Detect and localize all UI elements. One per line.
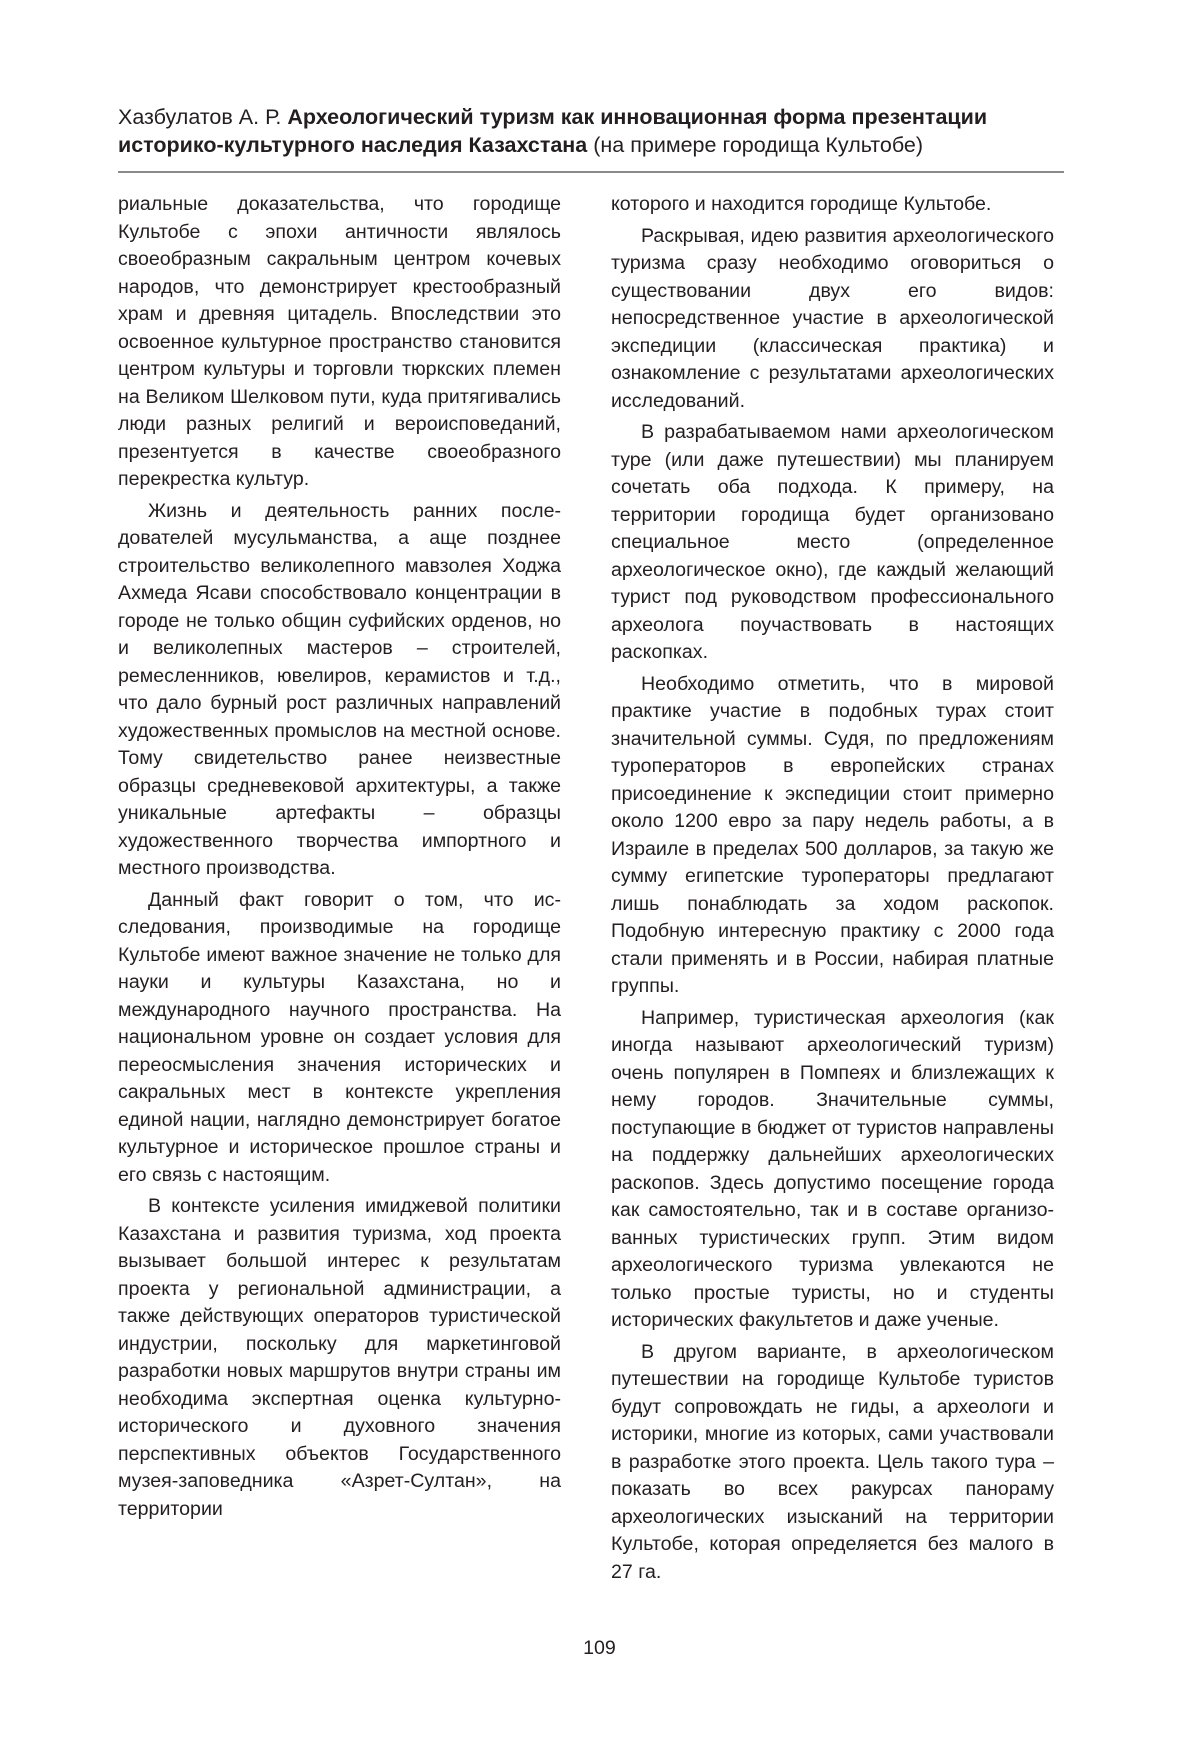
header-authors: Хазбулатов А. Р. (118, 105, 282, 129)
paragraph: Раскрывая, идею развития археологического туризма сразу необходимо оговориться о существовании двух его видов: непосредственное участие в археологической экспедиции (классическая практика) и ознакомление с результатами археологических исследований. (611, 224, 1054, 412)
right-column (611, 191, 1054, 1590)
left-column (118, 191, 561, 1527)
paragraph: В контексте усиления имиджевой политики Казахстана и развития туризма, ход проекта вызывает большой интерес к результатам проекта у региональной администрации, а также действующих операторов туристической индустрии, поскольку для маркетинговой разработки новых маршрутов внутри страны им необходима экспертная оценка культурно-исторического и духовного значения перспективных объектов Государственного музея-заповедника «Азрет-Султан», на территории (118, 1195, 561, 1520)
paragraph: Например, туристическая археология (как иногда называют археологический туризм) очень популярен в Помпеях и близлежащих к нему городов. Значительные суммы, поступающие в бюджет от туристов направлены на поддержку дальнейших археологических раскопов. Здесь допустимо посещение города как самостоятельно, так и в составе организованных туристических групп. Этим видом археологического туризма увлекаются не только простые туристы, но и студенты исторических факультетов и даже ученые. (611, 1006, 1054, 1331)
paragraph: риальные доказательства, что городище Культобе с эпохи античности являлось своеобразным сакральным центром кочевых народов, что демонстрирует крестообразный храм и древняя цитадель. Впоследствии это освоенное культурное пространство становится центром культуры и торговли тюркских племен на Великом Шелковом пути, куда притягивались люди разных религий и вероисповеданий, презентуется в качестве своеобразного перекрестка культур. (118, 193, 561, 490)
header-divider (118, 171, 1064, 173)
paragraph: которого и находится городище Культобе. (611, 193, 992, 215)
page-number: 109 (583, 1637, 616, 1659)
running-header (118, 103, 1064, 159)
paragraph: Жизнь и деятельность ранних последователей мусульманства, а аще позднее строительство великолепного мавзолея Ходжа Ахмеда Ясави способствовало концентрации в городе не только общин суфийских орденов, но и великолепных мастеров – строителей, ремесленников, ювелиров, керамистов и т.д., что дало бурный рост различных направлений художественных промыслов на местной основе. Тому свидетельство ранее неизвестные образцы средневековой архитектуры, а также уникальные артефакты – образцы художественного творчества импортного и местного производства. (118, 499, 561, 879)
header-subtitle: (на примере городища Культобе) (593, 133, 924, 157)
paragraph: В другом варианте, в археологическом путешествии на городище Культобе туристов будут сопровождать не гиды, а археологи и историки, многие из которых, сами участвовали в разработке этого проекта. Цель такого тура –показать во всех ракурсах панораму археологических изысканий на территории Культобе, которая определяется без малого в 27 га. (611, 1340, 1054, 1583)
header-title: Археологический туризм как инновационная форма презентации историко-культурного наследия Казахстана (118, 105, 988, 157)
paragraph: Данный факт говорит о том, что исследования, производимые на городище Культобе имеют важное значение не только для науки и культуры Казахстана, но и международного научного пространства. На национальном уровне он создает условия для переосмысления значения исторических и сакральных мест в контексте укрепления единой нации, наглядно демонстрирует богатое культурное и историческое прошлое страны и его связь с настоящим. (118, 888, 561, 1186)
paragraph: В разрабатываемом нами археологическом туре (или даже путешествии) мы планируем сочетать оба подхода. К примеру, на территории городища будет организовано специальное место (определенное археологическое окно), где каждый желающий турист под руководством профессионального археолога поучаствовать в настоящих раскопках. (611, 421, 1054, 663)
paragraph: Необходимо отметить, что в мировой практике участие в подобных турах стоит значительной суммы. Судя, по предложениям туроператоров в европейских странах присоединение к экспедиции стоит примерно около 1200 евро за пару недель работы, а в Израиле в пределах 500 долларов, за такую же сумму египетские туроператоры предлагают лишь понаблюдать за ходом раскопок. Подобную интересную практику с 2000 года стали применять и в России, набирая платные группы. (611, 672, 1054, 997)
